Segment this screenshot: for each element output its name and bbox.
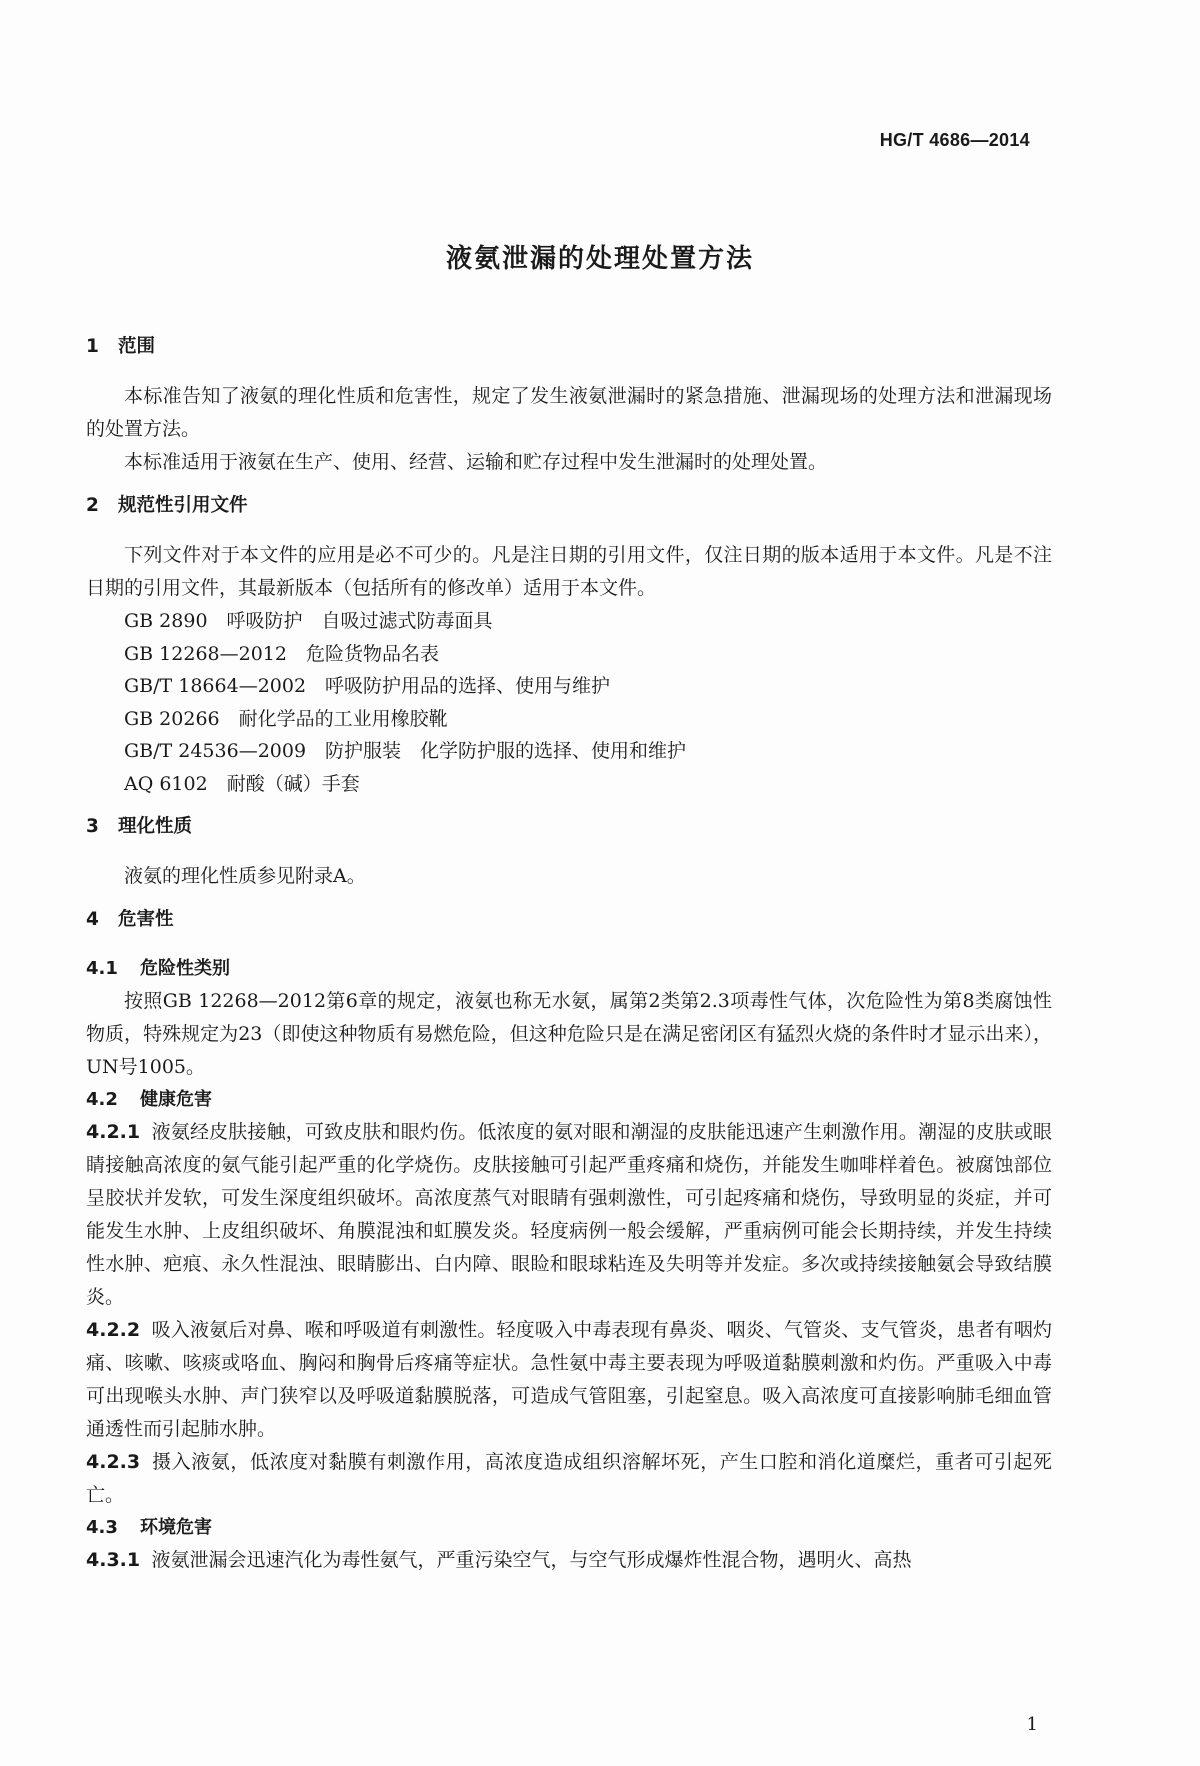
clause-4-2-2 xyxy=(86,1314,1052,1446)
section-number: 2 xyxy=(86,495,99,516)
section-2-heading xyxy=(86,491,1052,521)
subsection-number: 4.1 xyxy=(86,958,118,979)
paragraph: 液氨的理化性质参见附录A。 xyxy=(124,865,366,887)
clause-text: 摄入液氨，低浓度对黏膜有刺激作用，高浓度造成组织溶解坏死，产生口腔和消化道糜烂，重者可引起死亡。 xyxy=(86,1451,1052,1506)
subsection-title: 环境危害 xyxy=(140,1517,212,1538)
document-body xyxy=(86,332,1052,1577)
document-title: 液氨泄漏的处理处置方法 xyxy=(445,244,754,274)
reference-item: GB/T 18664—2002 呼吸防护用品的选择、使用与维护 xyxy=(124,675,611,697)
subsection-4-1-heading xyxy=(86,953,1052,985)
clause-number: 4.2.2 xyxy=(86,1319,141,1341)
clause-4-2-3 xyxy=(86,1446,1052,1512)
reference-item: AQ 6102 耐酸（碱）手套 xyxy=(124,772,360,795)
reference-item: GB 12268—2012 危险货物品名表 xyxy=(124,642,439,665)
section-title: 规范性引用文件 xyxy=(118,495,248,516)
section-number: 4 xyxy=(86,909,99,930)
paragraph: 下列文件对于本文件的应用是必不可少的。凡是注日期的引用文件，仅注日期的版本适用于本文件。凡是不注日期的引用文件，其最新版本（包括所有的修改单）适用于本文件。 xyxy=(86,544,1052,599)
paragraph: 本标准适用于液氨在生产、使用、经营、运输和贮存过程中发生泄漏时的处理处置。 xyxy=(124,451,828,473)
reference-item: GB 2890 呼吸防护 自吸过滤式防毒面具 xyxy=(124,610,493,632)
clause-text: 吸入液氨后对鼻、喉和呼吸道有刺激性。轻度吸入中毒表现有鼻炎、咽炎、气管炎、支气管炎，患者有咽灼痛、咳嗽、咳痰或咯血、胸闷和胸骨后疼痛等症状。急性氨中毒主要表现为呼吸道黏膜刺激和灼伤。严重吸入中毒可出现喉头水肿、声门狭窄以及呼吸道黏膜脱落，可造成气管阻塞，引起窒息。吸入高浓度可直接影响肺毛细血管通透性而引起肺水肿。 xyxy=(86,1319,1052,1440)
section-1-heading xyxy=(86,332,1052,362)
section-title: 危害性 xyxy=(118,909,174,930)
standard-code: HG/T 4686—2014 xyxy=(879,130,1030,150)
clause-4-3-1 xyxy=(86,1544,1052,1577)
subsection-number: 4.2 xyxy=(86,1089,118,1110)
clause-number: 4.2.1 xyxy=(86,1121,141,1143)
clause-text: 液氨经皮肤接触，可致皮肤和眼灼伤。低浓度的氨对眼和潮湿的皮肤能迅速产生刺激作用。潮湿的皮肤或眼睛接触高浓度的氨气能引起严重的化学烧伤。皮肤接触可引起严重疼痛和烧伤，并能发生咖啡样着色。被腐蚀部位呈胶状并发软，可发生深度组织破坏。高浓度蒸气对眼睛有强刺激性，可引起疼痛和烧伤，导致明显的炎症，并可能发生水肿、上皮组织破坏、角膜混浊和虹膜发炎。轻度病例一般会缓解，严重病例可能会长期持续，并发生持续性水肿、疤痕、永久性混浊、眼睛膨出、白内障、眼睑和眼球粘连及失明等并发症。多次或持续接触氨会导致结膜炎。 xyxy=(86,1121,1052,1308)
section-title: 范围 xyxy=(118,336,156,357)
clause-4-2-1 xyxy=(86,1116,1052,1314)
subsection-4-2-heading xyxy=(86,1084,1052,1116)
section-number: 3 xyxy=(86,816,99,837)
clause-number: 4.3.1 xyxy=(86,1549,141,1571)
reference-item: GB/T 24536—2009 防护服装 化学防护服的选择、使用和维护 xyxy=(124,740,687,762)
subsection-4-3-heading xyxy=(86,1512,1052,1544)
subsection-title: 危险性类别 xyxy=(140,958,230,979)
reference-item: GB 20266 耐化学品的工业用橡胶靴 xyxy=(124,707,448,730)
subsection-title: 健康危害 xyxy=(140,1089,212,1110)
clause-number: 4.2.3 xyxy=(86,1451,141,1473)
paragraph: 按照GB 12268—2012第6章的规定，液氨也称无水氨，属第2类第2.3项毒性气体，次危险性为第8类腐蚀性物质，特殊规定为23（即使这种物质有易燃危险，但这种危险只是在满足密闭区有猛烈火烧的条件时才显示出来），UN号1005。 xyxy=(86,990,1052,1078)
section-3-heading xyxy=(86,812,1052,842)
paragraph: 本标准告知了液氨的理化性质和危害性，规定了发生液氨泄漏时的紧急措施、泄漏现场的处理方法和泄漏现场的处置方法。 xyxy=(86,385,1052,440)
page-number: 1 xyxy=(1026,1714,1038,1735)
section-number: 1 xyxy=(86,336,99,357)
section-4-heading xyxy=(86,905,1052,935)
clause-text: 液氨泄漏会迅速汽化为毒性氨气，严重污染空气，与空气形成爆炸性混合物，遇明火、高热 xyxy=(151,1549,912,1571)
subsection-number: 4.3 xyxy=(86,1517,118,1538)
section-title: 理化性质 xyxy=(118,816,193,837)
